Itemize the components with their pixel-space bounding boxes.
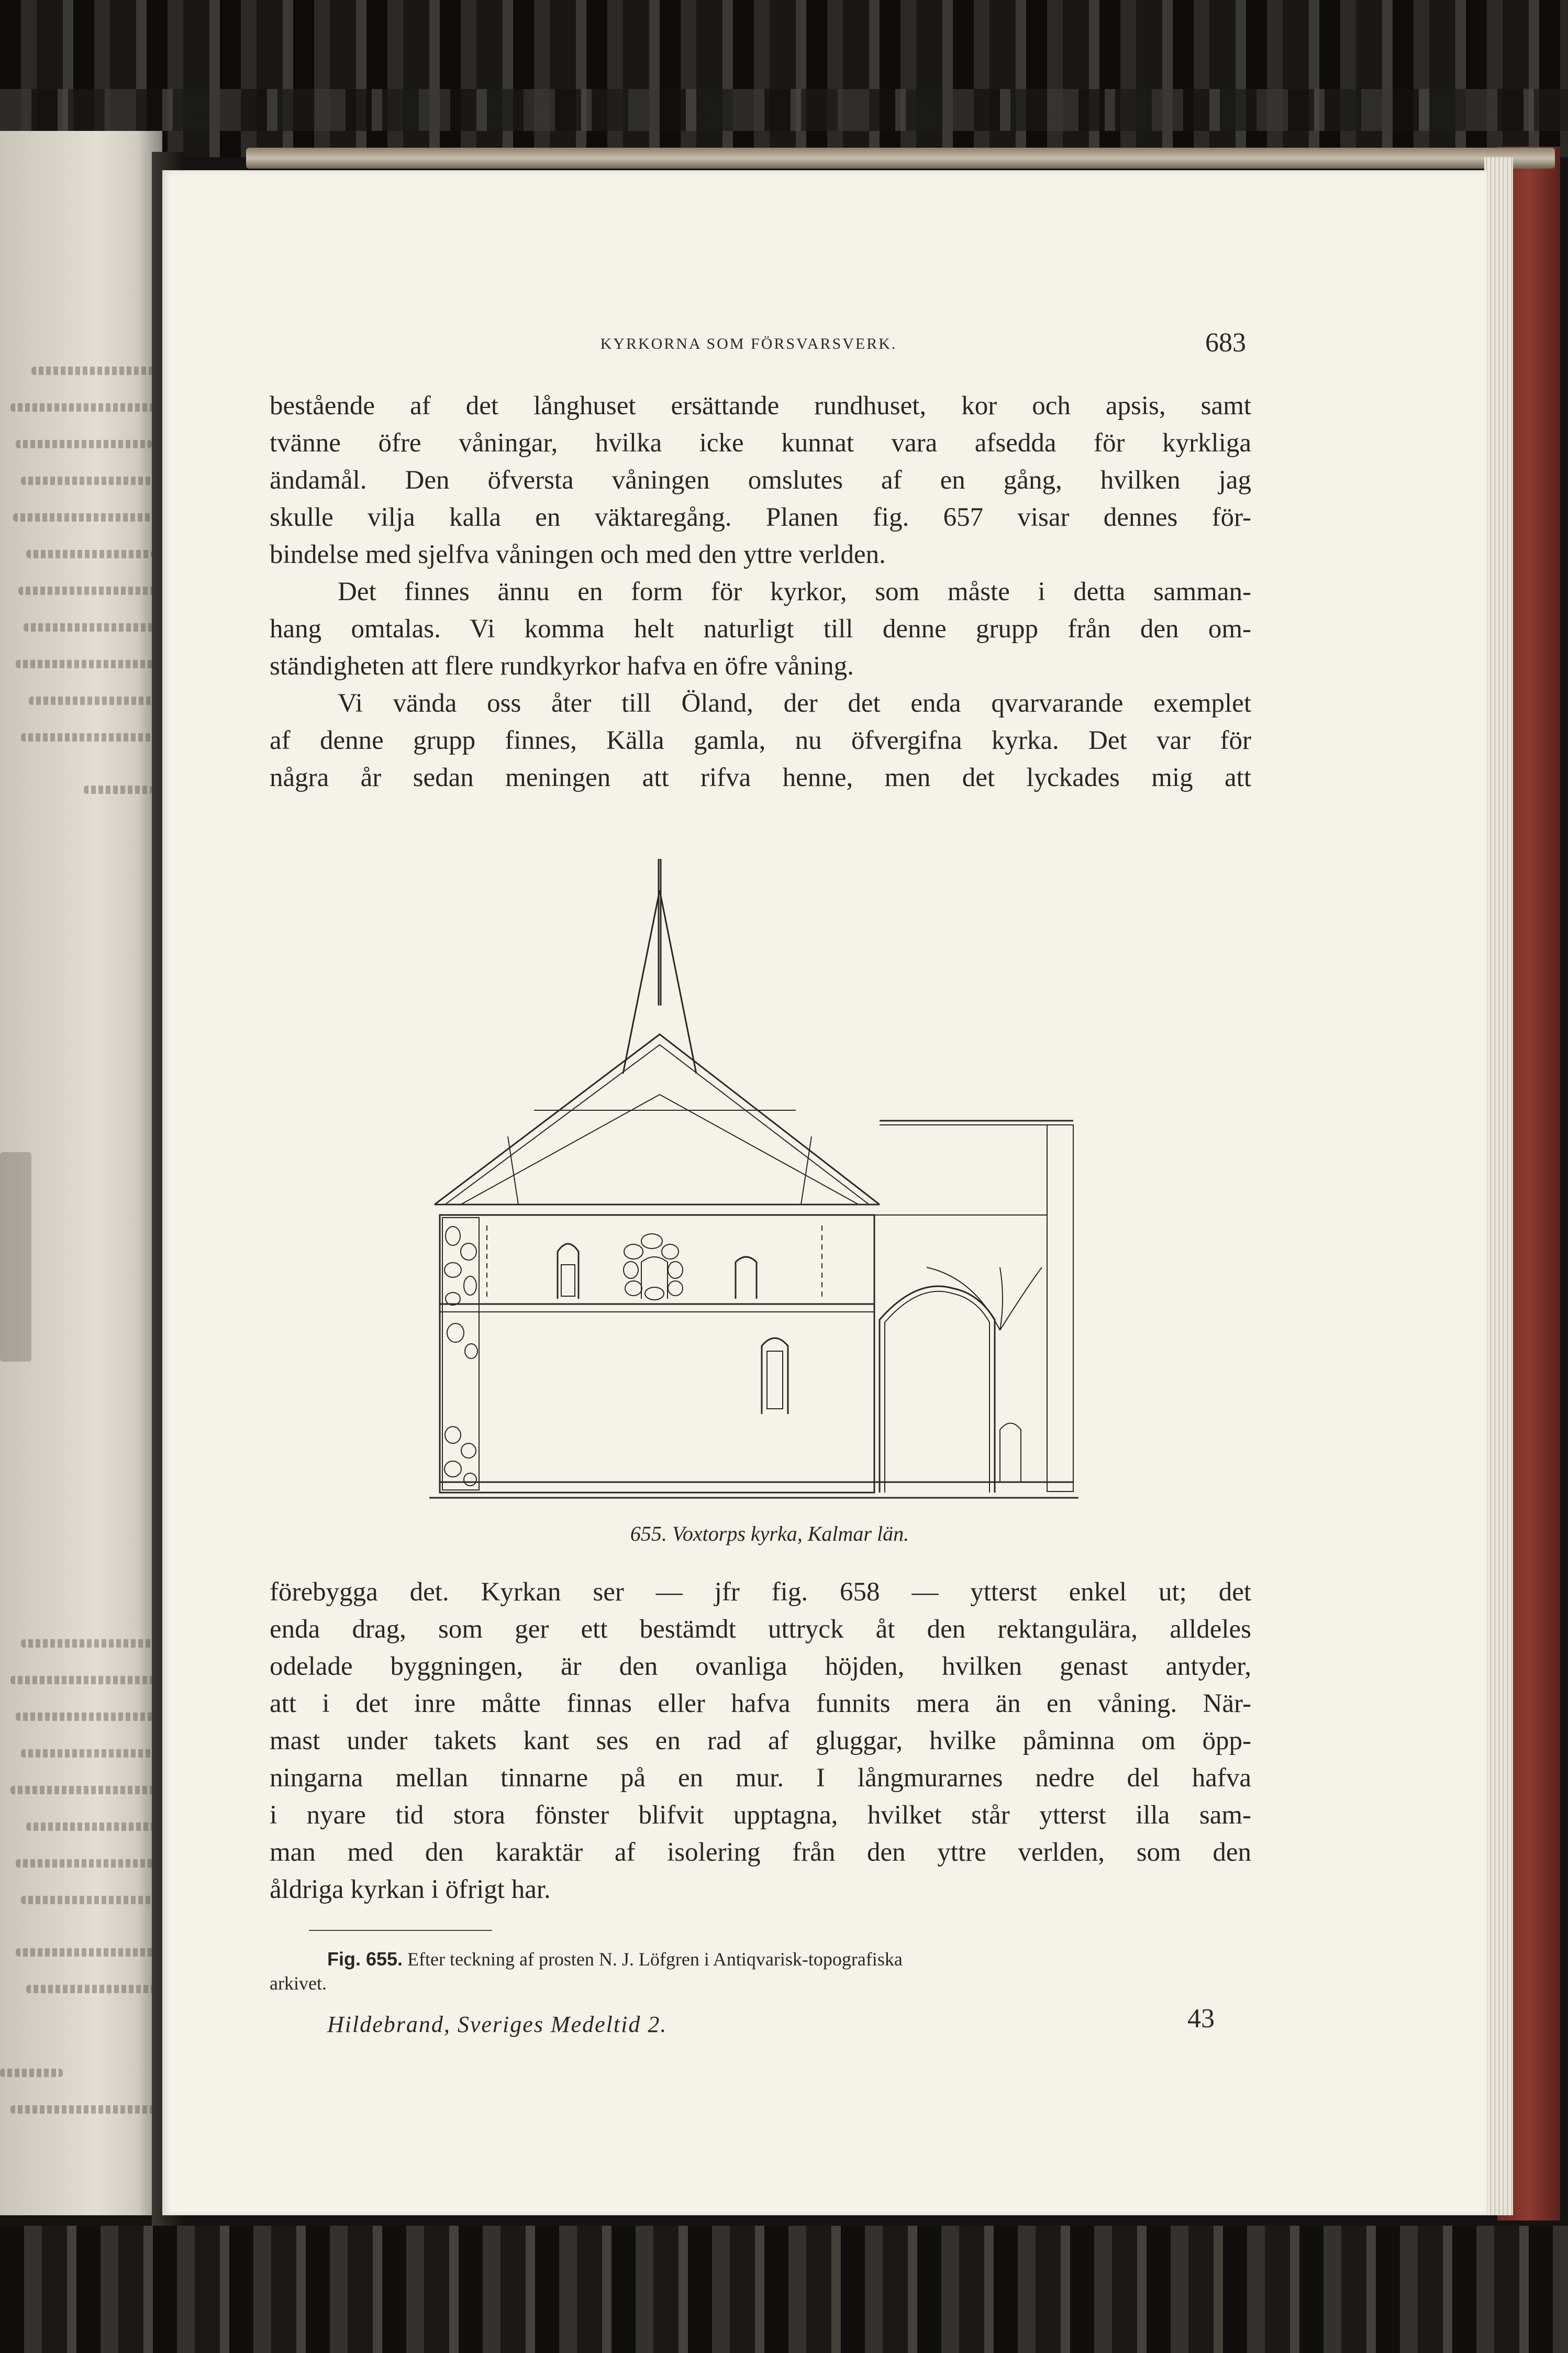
facing-page-text-trace [10, 1786, 157, 1794]
facing-page-text-trace [16, 1948, 157, 1957]
text-line: ändamål. Den öfversta våningen omslutes af en gång, hvilken jag [270, 466, 1251, 495]
facing-page-text-trace [13, 513, 154, 522]
facing-page-text-trace [18, 587, 154, 595]
facing-page-illustration-trace [0, 1152, 31, 1362]
text-line: hang omtalas. Vi komma helt naturligt till denne grupp från den om- [270, 614, 1251, 644]
facing-page-text-trace [21, 1749, 157, 1758]
book-binding [246, 148, 1555, 169]
paragraph-4 [270, 1574, 1251, 1908]
facing-page-text-trace [21, 1639, 157, 1648]
facing-page [0, 131, 162, 2215]
facing-page-text-trace [31, 367, 157, 375]
text-line: Det finnes ännu en form för kyrkor, som måste i detta samman- [338, 577, 1251, 606]
footnote-text: Efter teckning af prosten N. J. Löfgren i Antiqvarisk-topografiska [407, 1949, 903, 1970]
footnote-text-continued: arkivet. [270, 1973, 327, 1994]
text-line: af denne grupp finnes, Källa gamla, nu öfvergifna kyrka. Det var för [270, 726, 1251, 755]
paragraph-1 [270, 388, 1251, 573]
text-line: skulle vilja kalla en väktaregång. Planen fig. 657 visar dennes för- [270, 503, 1251, 532]
text-line: man med den karaktär af isolering från den yttre verlden, som den [270, 1838, 1251, 1867]
text-line: åldriga kyrkan i öfrigt har. [270, 1875, 551, 1904]
paragraph-2 [270, 573, 1251, 685]
scan-background-bottom [0, 2226, 1568, 2353]
facing-page-text-trace [26, 1985, 157, 1993]
text-line: några år sedan meningen att rifva henne, men det lyckades mig att [270, 763, 1251, 792]
text-line: bindelse med sjelfva våningen och med den yttre verlden. [270, 540, 886, 569]
text-line: mast under takets kant ses en rad af gluggar, hvilke påminna om öpp- [270, 1726, 1251, 1755]
facing-page-text-trace [24, 623, 154, 632]
page-number: 683 [1205, 328, 1246, 358]
text-line: att i det inre måtte finnas eller hafva funnits mera än en våning. När- [270, 1689, 1251, 1718]
text-line: tvänne öfre våningar, hvilka icke kunnat vara afsedda för kyrkliga [270, 428, 1251, 458]
text-line: bestående af det långhuset ersättande rundhuset, kor och apsis, samt [270, 391, 1251, 421]
scan-background-top-texture [0, 89, 1568, 131]
text-line: förebygga det. Kyrkan ser — jfr fig. 658 — ytterst enkel ut; det [270, 1577, 1251, 1607]
facing-page-text-trace [21, 477, 152, 485]
facing-page-text-trace [10, 403, 157, 412]
facing-page-text-trace [29, 697, 154, 705]
facing-page-text-trace [16, 1859, 157, 1868]
figure-caption: 655. Voxtorps kyrka, Kalmar län. [630, 1522, 909, 1545]
church-section-drawing [424, 848, 1089, 1503]
facing-page-text-trace [26, 550, 152, 558]
signature-number: 43 [1187, 2004, 1215, 2034]
facing-page-text-trace [84, 786, 152, 794]
facing-page-text-trace [21, 733, 152, 742]
page-edges [1484, 157, 1513, 2215]
footnote-divider [309, 1930, 492, 1931]
running-head: KYRKORNA SOM FÖRSVARSVERK. [600, 335, 897, 352]
text-line: odelade byggningen, är den ovanliga höjden, hvilken genast antyder, [270, 1652, 1251, 1681]
footnote-label: Fig. 655. [327, 1948, 403, 1970]
facing-page-text-trace [0, 2069, 63, 2077]
scan-background-top [0, 0, 1568, 157]
text-line: Vi vända oss åter till Öland, der det enda qvarvarande exemplet [338, 689, 1251, 718]
facing-page-text-trace [10, 2105, 157, 2114]
text-line: ständigheten att flere rundkyrkor hafva en öfre våning. [270, 651, 854, 681]
text-line: enda drag, som ger ett bestämdt uttryck åt den rektangulära, alldeles [270, 1615, 1251, 1644]
text-line: ningarna mellan tinnarne på en mur. I långmurarnes nedre del hafva [270, 1763, 1251, 1793]
facing-page-text-trace [10, 1676, 157, 1684]
facing-page-text-trace [21, 1896, 157, 1904]
text-line: i nyare tid stora fönster blifvit upptagna, hvilket står ytterst illa sam- [270, 1800, 1251, 1830]
signature-line: Hildebrand, Sveriges Medeltid 2. [327, 2012, 668, 2037]
facing-page-text-trace [16, 440, 152, 448]
paragraph-3 [270, 685, 1251, 797]
facing-page-text-trace [26, 1822, 157, 1831]
facing-page-text-trace [16, 660, 154, 668]
footnote [270, 1947, 1251, 1995]
facing-page-text-trace [16, 1713, 157, 1721]
